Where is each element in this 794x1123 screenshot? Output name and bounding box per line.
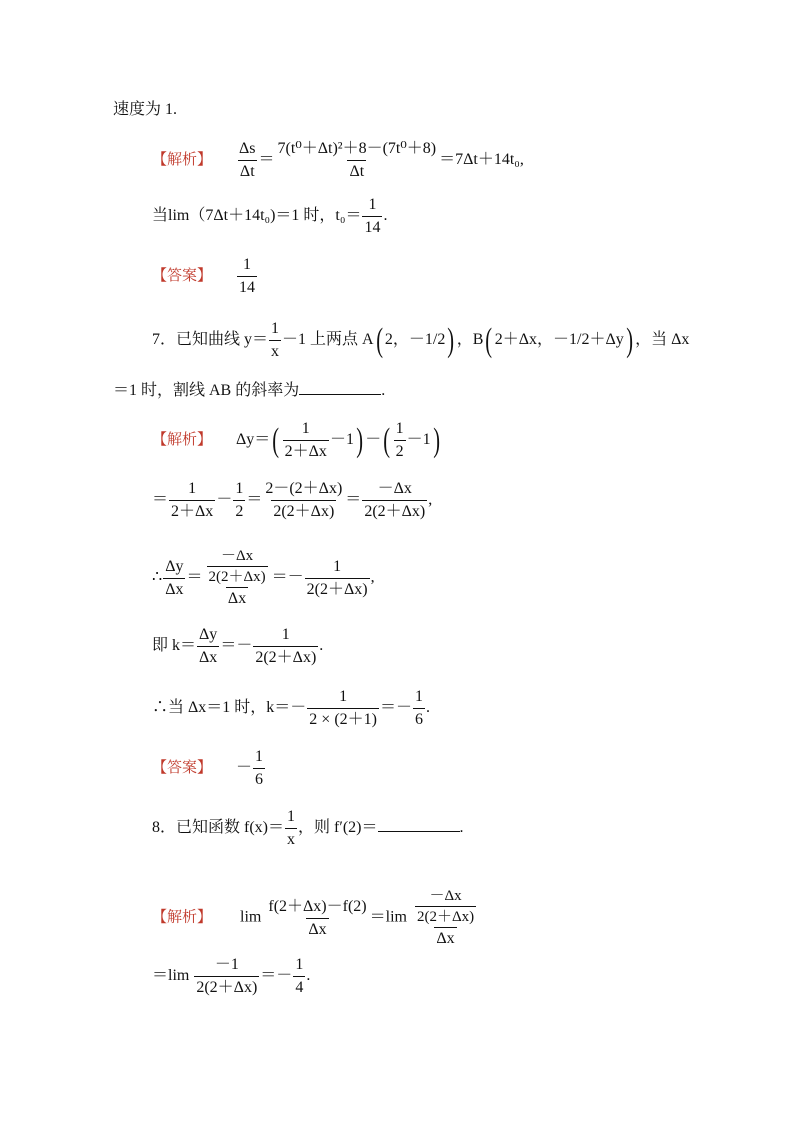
- step2-fraction-2: $\frac{1}{2}$: [235, 480, 244, 520]
- q8-analysis-line: 【解析】 lim $\frac{f(2+\Delta x)-f(2)}{\Delta x}$ ＝lim $\frac{\frac{-\Delta x}{2(2+\Delta x)}}{\Delta x}$: [152, 888, 480, 948]
- q6-lhs-fraction: $\frac{\Delta s}{\Delta t}$: [239, 140, 256, 180]
- step1-fraction-a: $\frac{1}{2+\Delta x}$: [284, 420, 327, 460]
- q7-step5: ∴当 Δx＝1 时，k＝－ $\frac{1}{2 \times (2+1)}$ ＝－ $\frac{1}{6}$ .: [152, 688, 430, 728]
- step3-inner-fraction: $\frac{-\Delta x}{2(2+\Delta x)}$: [208, 548, 266, 585]
- q6-analysis-line: 【解析】 $\frac{\Delta s}{\Delta t}$ ＝ $\frac{\text{7(t⁰＋Δt)²＋8－(7t⁰＋8)}}{\Delta t}$ ＝7Δt＋14t₀,: [152, 140, 524, 180]
- q8-difference-quotient: $\frac{f(2+\Delta x)-f(2)}{\Delta x}$: [268, 897, 367, 938]
- analysis-tag: 【解析】: [152, 907, 213, 926]
- q8-stem: 8．已知函数 f(x)＝ $\frac{1}{x}$ ，则 f′(2)＝ .: [152, 808, 464, 848]
- q7-answer-line: 【答案】 － $\frac{1}{6}$: [152, 748, 264, 788]
- analysis-tag: 【解析】: [152, 150, 213, 169]
- paren-open: (: [485, 321, 493, 359]
- point-a: 2，－1/2: [384, 331, 446, 349]
- analysis-tag: 【解析】: [152, 430, 213, 449]
- q8-compound-numerator: [412, 888, 479, 927]
- paren-close: ): [356, 421, 364, 459]
- q7-stem-line2: ＝1 时，割线 AB 的斜率为 .: [113, 378, 385, 401]
- step3-lhs-fraction: $\frac{\Delta y}{\Delta x}$: [165, 557, 184, 598]
- q6-limit-line: 当lim（7Δt＋14t₀)＝1 时，t₀＝ $\frac{1}{14}$ .: [152, 196, 388, 236]
- step1-fraction-b: $\frac{1}{2}$: [395, 420, 404, 460]
- answer-tag: 【答案】: [152, 266, 213, 285]
- paren-close: ): [447, 321, 455, 359]
- q8-stem-fraction: $\frac{1}{x}$: [287, 808, 295, 848]
- step2-fraction-1: $\frac{1}{2+\Delta x}$: [171, 480, 214, 520]
- q6-mid-fraction: $\frac{\text{7(t⁰＋Δt)²＋8－(7t⁰＋8)}}{\Delta t}$: [277, 140, 437, 180]
- step4-rhs-fraction: $\frac{1}{2(2+\Delta x)}$: [255, 626, 317, 666]
- step4-lhs-fraction: $\frac{\Delta y}{\Delta x}$: [199, 626, 218, 666]
- q6-rhs: ＝7Δt＋14t₀,: [439, 151, 524, 169]
- q8-result-fraction: $\frac{-1}{2(2+\Delta x)}$: [196, 956, 258, 996]
- step2-fraction-4: $\frac{-\Delta x}{2(2+\Delta x)}$: [364, 480, 426, 520]
- q6-answer-line: [152, 256, 258, 297]
- answer-blank[interactable]: [378, 815, 460, 832]
- q8-final-fraction: $\frac{1}{4}$: [295, 956, 304, 996]
- step5-fraction: $\frac{1}{2 \times (2+1)}$: [309, 688, 377, 728]
- q6-answer-fraction: $\frac{1}{14}$: [239, 256, 256, 296]
- q7-step3: ∴ $\frac{\Delta y}{\Delta x}$ ＝ $\frac{\frac{-\Delta x}{2(2+\Delta x)}}{\Delta x}$ ＝－ $\frac{1}{2(2+\Delta x)}$ ,: [152, 548, 375, 607]
- paren-open: (: [272, 421, 280, 459]
- q7-stem-line1: 7．已知曲线 y＝ $\frac{1}{x}$ －1 上两点 A( 2，－1/2) ，B( 2＋Δx，－1/2＋Δy) ，当 Δx: [152, 320, 690, 360]
- point-b: 2＋Δx，－1/2＋Δy: [494, 331, 624, 349]
- step3-rhs-fraction: $\frac{1}{2(2+\Delta x)}$: [306, 557, 368, 598]
- q6-t0-fraction: $\frac{1}{14}$: [364, 196, 381, 236]
- paren-close: ): [432, 421, 440, 459]
- q7-step1: 【解析】 Δy＝( $\frac{1}{2+\Delta x}$ －1) －( $\frac{1}{2}$ －1): [152, 420, 440, 460]
- q7-answer-fraction: $\frac{1}{6}$: [255, 748, 264, 788]
- step3-compound-fraction: $\frac{\frac{-\Delta x}{2(2+\Delta x)}}{\Delta x}$: [204, 548, 271, 608]
- intro-text: 速度为 1.: [113, 101, 178, 118]
- paren-open: (: [375, 321, 383, 359]
- q8-inner-fraction: $\frac{-\Delta x}{2(2+\Delta x)}$: [416, 888, 475, 925]
- q7-step2: ＝ $\frac{1}{2+\Delta x}$ － $\frac{1}{2}$ ＝ $\frac{2-(2+\Delta x)}{2(2+\Delta x)}$ ＝ $\frac{-\Delta x}{2(2+\Delta x)}$ ,: [152, 480, 433, 520]
- answer-blank[interactable]: [299, 378, 381, 395]
- paren-close: ): [626, 321, 633, 359]
- q7-step4: 即 k＝ $\frac{\Delta y}{\Delta x}$ ＝－ $\frac{1}{2(2+\Delta x)}$ .: [152, 626, 324, 666]
- paren-open: (: [383, 421, 391, 459]
- q7-stem-fraction: $\frac{1}{x}$: [271, 320, 280, 360]
- answer-tag: 【答案】: [152, 758, 213, 777]
- step3-compound-numerator: [204, 548, 271, 587]
- q8-result-line: ＝lim $\frac{-1}{2(2+\Delta x)}$ ＝－ $\frac{1}{4}$ .: [152, 956, 311, 996]
- step2-fraction-3: $\frac{2-(2+\Delta x)}{2(2+\Delta x)}$: [265, 480, 343, 520]
- q8-compound-fraction: $\frac{\frac{-\Delta x}{2(2+\Delta x)}}{\Delta x}$: [412, 888, 479, 948]
- step5-result-fraction: $\frac{1}{6}$: [415, 688, 423, 728]
